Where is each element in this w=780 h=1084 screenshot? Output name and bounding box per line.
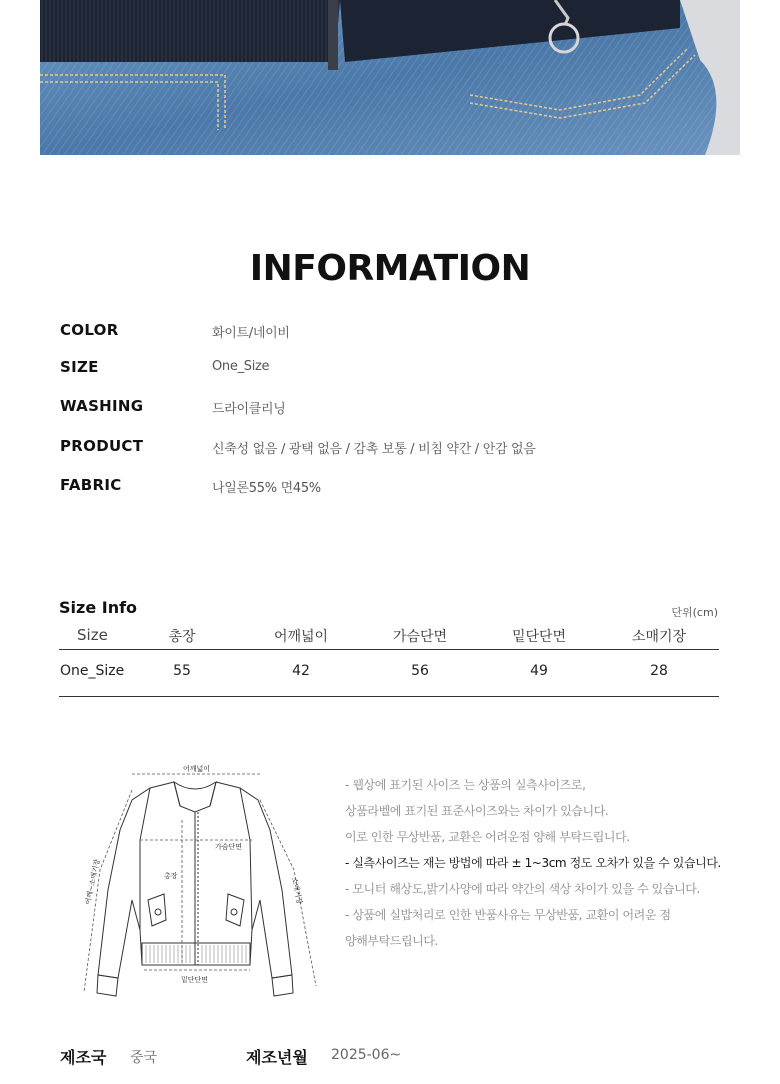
product-photo [40,0,740,155]
table-cell: 56 [411,663,429,679]
information-title: INFORMATION [249,248,531,289]
info-row-fabric [60,476,740,500]
country-value: 중국 [130,1050,158,1066]
country-label: 제조국 [60,1048,107,1067]
label-shoulder: 어깨넓이 [183,765,211,773]
header-cell: 밑단단면 [511,629,567,645]
size-unit: 단위(cm) [671,606,718,619]
size-table [59,620,719,697]
info-value: 드라이클리닝 [212,402,286,417]
note-line-emphasis: - 실측사이즈는 재는 방법에 따라 ± 1~3cm 정도 오차가 있을 수 있습니다. [345,856,721,870]
info-row-washing [60,397,740,421]
table-cell: 55 [173,663,191,679]
info-key: FABRIC [60,476,122,494]
header-cell: 총장 [168,629,196,645]
size-info-title: Size Info [59,598,138,617]
label-chest: 가슴단면 [215,843,243,851]
info-key: SIZE [60,358,99,376]
note-line: 이로 인한 무상반품, 교환은 어려운점 양해 부탁드립니다. [345,830,630,844]
jacket-illustration [70,760,330,1000]
note-line: 상품라벨에 표기된 표준사이즈와는 차이가 있습니다. [345,804,609,818]
table-cell: 28 [650,663,668,679]
label-hem: 밑단단면 [181,976,209,984]
header-cell: 소매기장 [631,629,687,645]
table-cell: 49 [530,663,548,679]
manufacture-date-label: 제조년월 [246,1048,308,1067]
header-cell: 어깨넓이 [273,629,329,645]
info-row-color [60,321,740,345]
label-length: 총장 [164,872,178,880]
table-cell: 42 [292,663,310,679]
info-key: COLOR [60,321,119,339]
info-key: WASHING [60,397,144,415]
measurement-diagram [70,760,330,1000]
info-key: PRODUCT [60,437,144,455]
header-cell: 가슴단면 [392,629,448,645]
info-value: 신축성 없음 / 광택 없음 / 감촉 보통 / 비침 약간 / 안감 없음 [212,442,536,457]
note-line: 양해부탁드립니다. [345,934,438,948]
note-line: - 모니터 해상도,밝기사양에 따라 약간의 색상 차이가 있을 수 있습니다. [345,882,700,896]
manufacture-date-value: 2025-06~ [331,1047,402,1063]
size-table-header [59,620,719,650]
table-row [59,650,719,697]
note-line: - 상품에 실밥처리로 인한 반품사유는 무상반품, 교환이 어려운 점 [345,908,671,922]
info-value: 나일론55% 면45% [212,481,321,496]
label-sleeve-left: 어깨~소매기장 [84,858,102,906]
label-sleeve-right: 소매기장 [290,876,304,905]
table-cell: One_Size [60,663,125,679]
info-value: 화이트/네이비 [212,326,290,341]
info-value: One_Size [212,359,270,374]
size-notes [345,772,745,954]
info-row-size [60,358,740,382]
info-row-product [60,437,740,461]
note-line: - 웹상에 표기된 사이즈 는 상품의 실측사이즈로, [345,778,586,792]
header-cell: Size [77,626,108,644]
